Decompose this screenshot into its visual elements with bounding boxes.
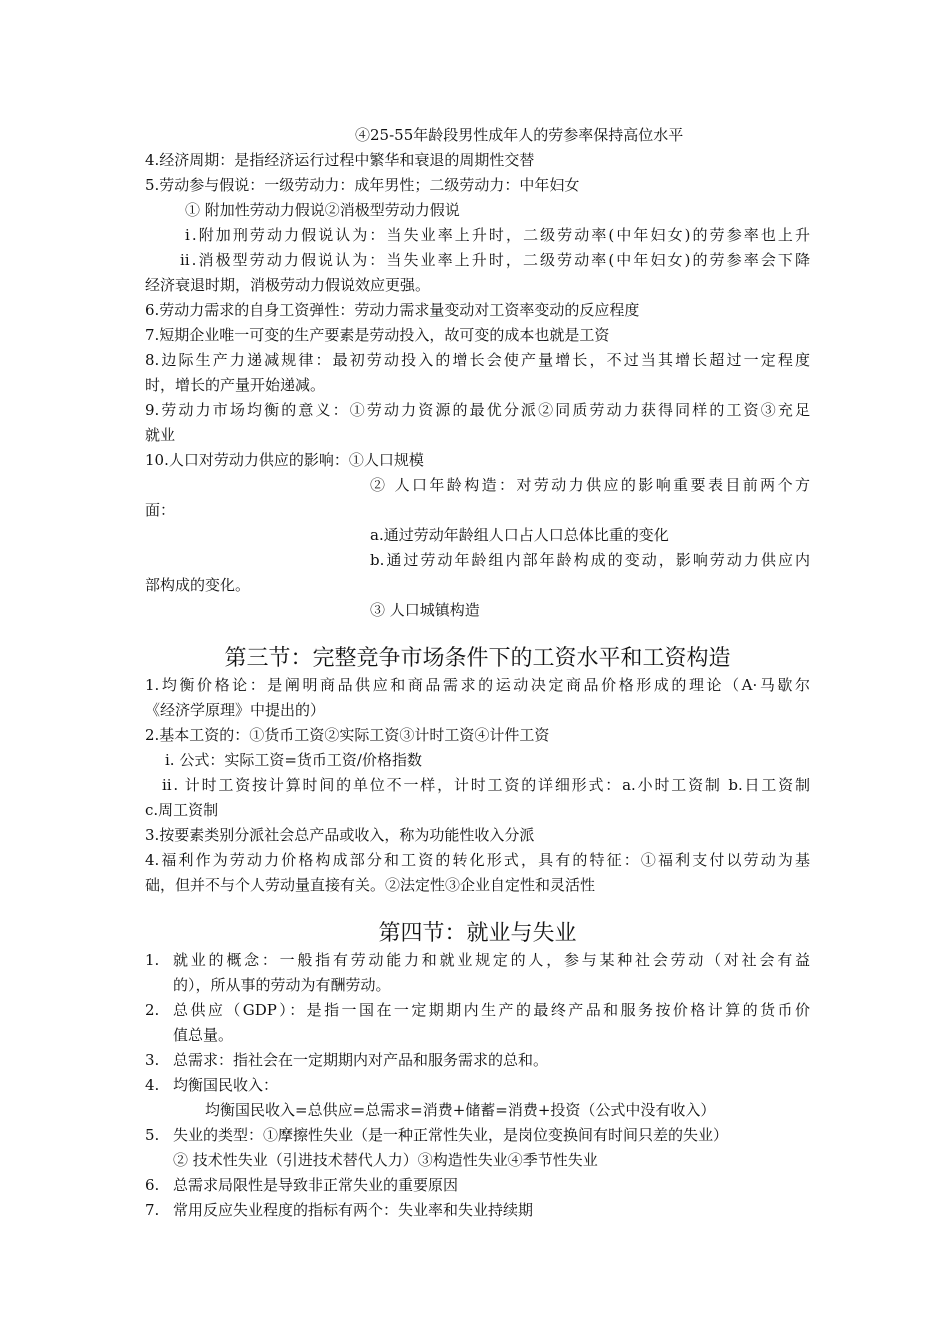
text-line: 部构成的变化。 xyxy=(145,576,251,594)
text-line: 3.按要素类别分派社会总产品或收入，称为功能性收入分派 xyxy=(145,826,535,844)
list-number: 1. xyxy=(145,951,160,969)
list-item: 就业的概念：一般指有劳动能力和就业规定的人，参与某种社会劳动（对社会有益 xyxy=(173,951,810,969)
list-item: 常用反应失业程度的指标有两个：失业率和失业持续期 xyxy=(173,1201,534,1219)
text-line: ⅱ.消极型劳动力假说认为：当失业率上升时，二级劳动率(中年妇女)的劳参率会下降 xyxy=(180,251,810,269)
list-number: 2. xyxy=(145,1001,160,1019)
text-line: ⅰ. 公式：实际工资=货币工资/价格指数 xyxy=(165,751,422,769)
text-line: c.周工资制 xyxy=(145,801,219,819)
text-line: 就业 xyxy=(145,426,176,444)
list-item: 总供应（GDP）：是指一国在一定期期内生产的最终产品和服务按价格计算的货币价 xyxy=(173,1001,810,1019)
text-line: 时，增长的产量开始递减。 xyxy=(145,376,326,394)
text-line: 经济衰退时期，消极劳动力假说效应更强。 xyxy=(145,276,431,294)
text-line: 《经济学原理》中提出的） xyxy=(145,701,326,719)
list-item: 值总量。 xyxy=(173,1026,234,1044)
list-number: 4. xyxy=(145,1076,160,1094)
text-line: a.通过劳动年龄组人口占人口总体比重的变化 xyxy=(370,526,669,544)
text-line: 础，但并不与个人劳动量直接有关。②法定性③企业自定性和灵活性 xyxy=(145,876,596,894)
text-line: 4.经济周期：是指经济运行过程中繁华和衰退的周期性交替 xyxy=(145,151,535,169)
text-line: b.通过劳动年龄组内部年龄构成的变动，影响劳动力供应内 xyxy=(370,551,810,569)
list-number: 3. xyxy=(145,1051,160,1069)
text-line: ⅰ.附加刑劳动力假说认为：当失业率上升时，二级劳动率(中年妇女)的劳参率也上升 xyxy=(185,226,810,244)
text-line: ② 人口年龄构造：对劳动力供应的影响重要表目前两个方 xyxy=(370,476,810,494)
text-line: 5.劳动参与假说：一级劳动力：成年男性；二级劳动力：中年妇女 xyxy=(145,176,580,194)
text-line: 10.人口对劳动力供应的影响：①人口规模 xyxy=(145,451,424,469)
text-line: 9.劳动力市场均衡的意义：①劳动力资源的最优分派②同质劳动力获得同样的工资③充足 xyxy=(145,401,810,419)
text-line: ⅱ. 计时工资按计算时间的单位不一样，计时工资的详细形式：a.小时工资制 b.日工资制 xyxy=(162,776,810,794)
list-number: 5. xyxy=(145,1126,160,1144)
text-line: 1.均衡价格论：是阐明商品供应和商品需求的运动决定商品价格形成的理论（A·马歇尔 xyxy=(145,676,810,694)
list-item: ② 技术性失业（引进技术替代人力）③构造性失业④季节性失业 xyxy=(173,1151,598,1169)
list-item: 失业的类型：①摩擦性失业（是一种正常性失业，是岗位变换间有时间只差的失业） xyxy=(173,1126,729,1144)
text-line: 8.边际生产力递减规律：最初劳动投入的增长会使产量增长，不过当其增长超过一定程度 xyxy=(145,351,810,369)
list-item: 均衡国民收入： xyxy=(173,1076,279,1094)
section-heading: 第三节：完整竞争市场条件下的工资水平和工资构造 xyxy=(224,646,731,671)
list-item: 均衡国民收入=总供应=总需求=消费+储蓄=消费+投资（公式中没有收入） xyxy=(205,1101,716,1119)
list-number: 7. xyxy=(145,1201,160,1219)
list-item: 的），所从事的劳动为有酬劳动。 xyxy=(173,976,391,994)
list-number: 6. xyxy=(145,1176,160,1194)
list-item: 总需求：指社会在一定期期内对产品和服务需求的总和。 xyxy=(173,1051,549,1069)
text-line: ① 附加性劳动力假说②消极型劳动力假说 xyxy=(185,201,460,219)
text-line: 6.劳动力需求的自身工资弹性：劳动力需求量变动对工资率变动的反应程度 xyxy=(145,301,640,319)
text-line: ④25-55年龄段男性成年人的劳参率保持高位水平 xyxy=(355,126,684,144)
text-line: 7.短期企业唯一可变的生产要素是劳动投入，故可变的成本也就是工资 xyxy=(145,326,610,344)
text-line: 4.福利作为劳动力价格构成部分和工资的转化形式，具有的特征：①福利支付以劳动为基 xyxy=(145,851,810,869)
text-line: 2.基本工资的：①货币工资②实际工资③计时工资④计件工资 xyxy=(145,726,550,744)
text-line: ③ 人口城镇构造 xyxy=(370,601,480,619)
section-heading: 第四节：就业与失业 xyxy=(378,921,577,946)
list-item: 总需求局限性是导致非正常失业的重要原因 xyxy=(173,1176,459,1194)
text-line: 面： xyxy=(145,501,176,519)
